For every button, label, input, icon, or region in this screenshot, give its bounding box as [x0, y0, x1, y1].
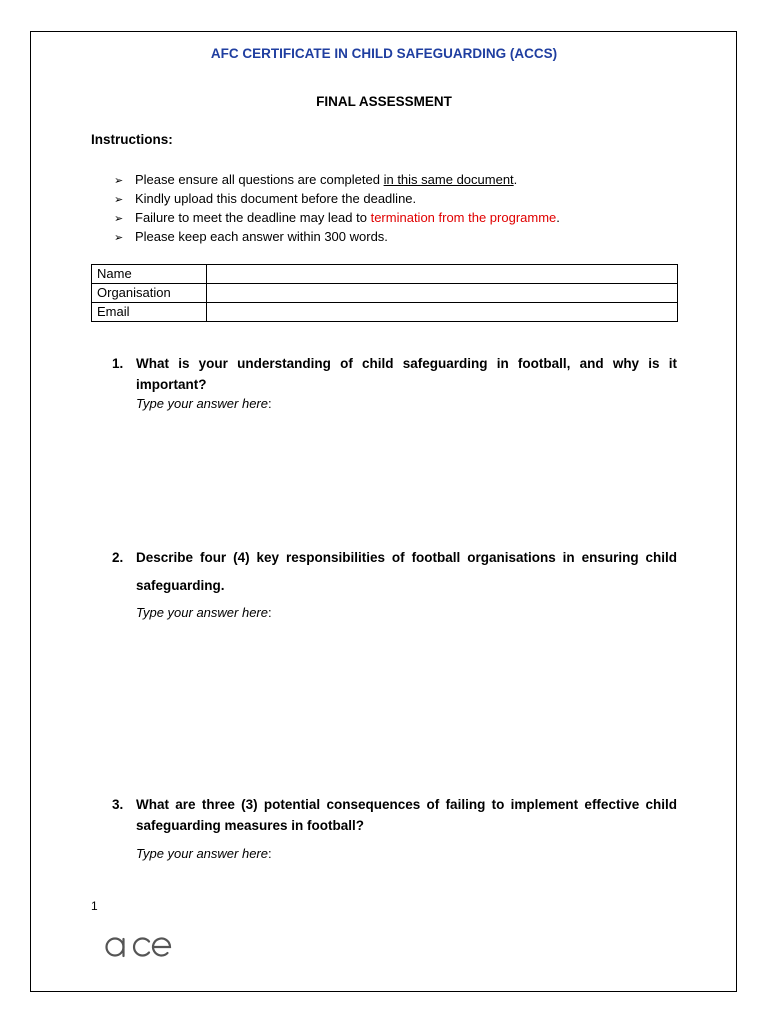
question-number: 3. — [112, 797, 124, 812]
name-field[interactable] — [207, 265, 678, 284]
answer-placeholder: Type your answer here — [136, 846, 268, 861]
email-field[interactable] — [207, 303, 678, 322]
table-row — [92, 284, 678, 303]
instruction-item: ➢ Please ensure all questions are completed in this same document. — [114, 170, 560, 189]
document-title: AFC CERTIFICATE IN CHILD SAFEGUARDING (ACCS) — [210, 46, 558, 61]
question-text: What are three (3) potential consequences of failing to implement effective child safeguarding measures in football? — [136, 797, 677, 833]
underlined-text: in this same document — [383, 172, 514, 187]
instruction-item: ➢ Please keep each answer within 300 words. — [114, 227, 560, 246]
instructions-heading: Instructions: — [91, 132, 173, 147]
answer-placeholder: Type your answer here — [136, 605, 268, 620]
organisation-label: Organisation — [92, 284, 207, 303]
name-label: Name — [92, 265, 207, 284]
answer-placeholder: Type your answer here — [136, 396, 268, 411]
page-number: 1 — [91, 899, 98, 913]
table-row — [92, 303, 678, 322]
instruction-item: ➢ Kindly upload this document before the deadline. — [114, 189, 560, 208]
answer-area[interactable]: Type your answer here: — [136, 396, 272, 411]
table-row — [92, 265, 678, 284]
participant-info-table — [91, 264, 678, 322]
arrow-bullet-icon: ➢ — [114, 213, 124, 225]
question-3 — [112, 794, 677, 861]
email-label: Email — [92, 303, 207, 322]
question-number: 2. — [112, 550, 124, 565]
question-1 — [112, 353, 677, 411]
arrow-bullet-icon: ➢ — [114, 194, 124, 206]
question-text: What is your understanding of child safeguarding in football, and why is it important? — [136, 356, 677, 392]
question-text: Describe four (4) key responsibilities of football organisations in ensuring child safeguarding. — [136, 550, 677, 593]
question-number: 1. — [112, 356, 124, 371]
ace-logo-icon — [103, 932, 175, 962]
warning-text: termination from the programme — [370, 210, 557, 225]
organisation-field[interactable] — [207, 284, 678, 303]
instruction-item: ➢ Failure to meet the deadline may lead to termination from the programme. — [114, 208, 560, 227]
question-2 — [112, 544, 677, 620]
arrow-bullet-icon: ➢ — [114, 175, 124, 187]
instructions-list — [114, 170, 560, 246]
assessment-title: FINAL ASSESSMENT — [316, 94, 452, 109]
answer-area[interactable]: Type your answer here: — [136, 846, 272, 861]
arrow-bullet-icon: ➢ — [114, 232, 124, 244]
answer-area[interactable]: Type your answer here: — [136, 605, 272, 620]
